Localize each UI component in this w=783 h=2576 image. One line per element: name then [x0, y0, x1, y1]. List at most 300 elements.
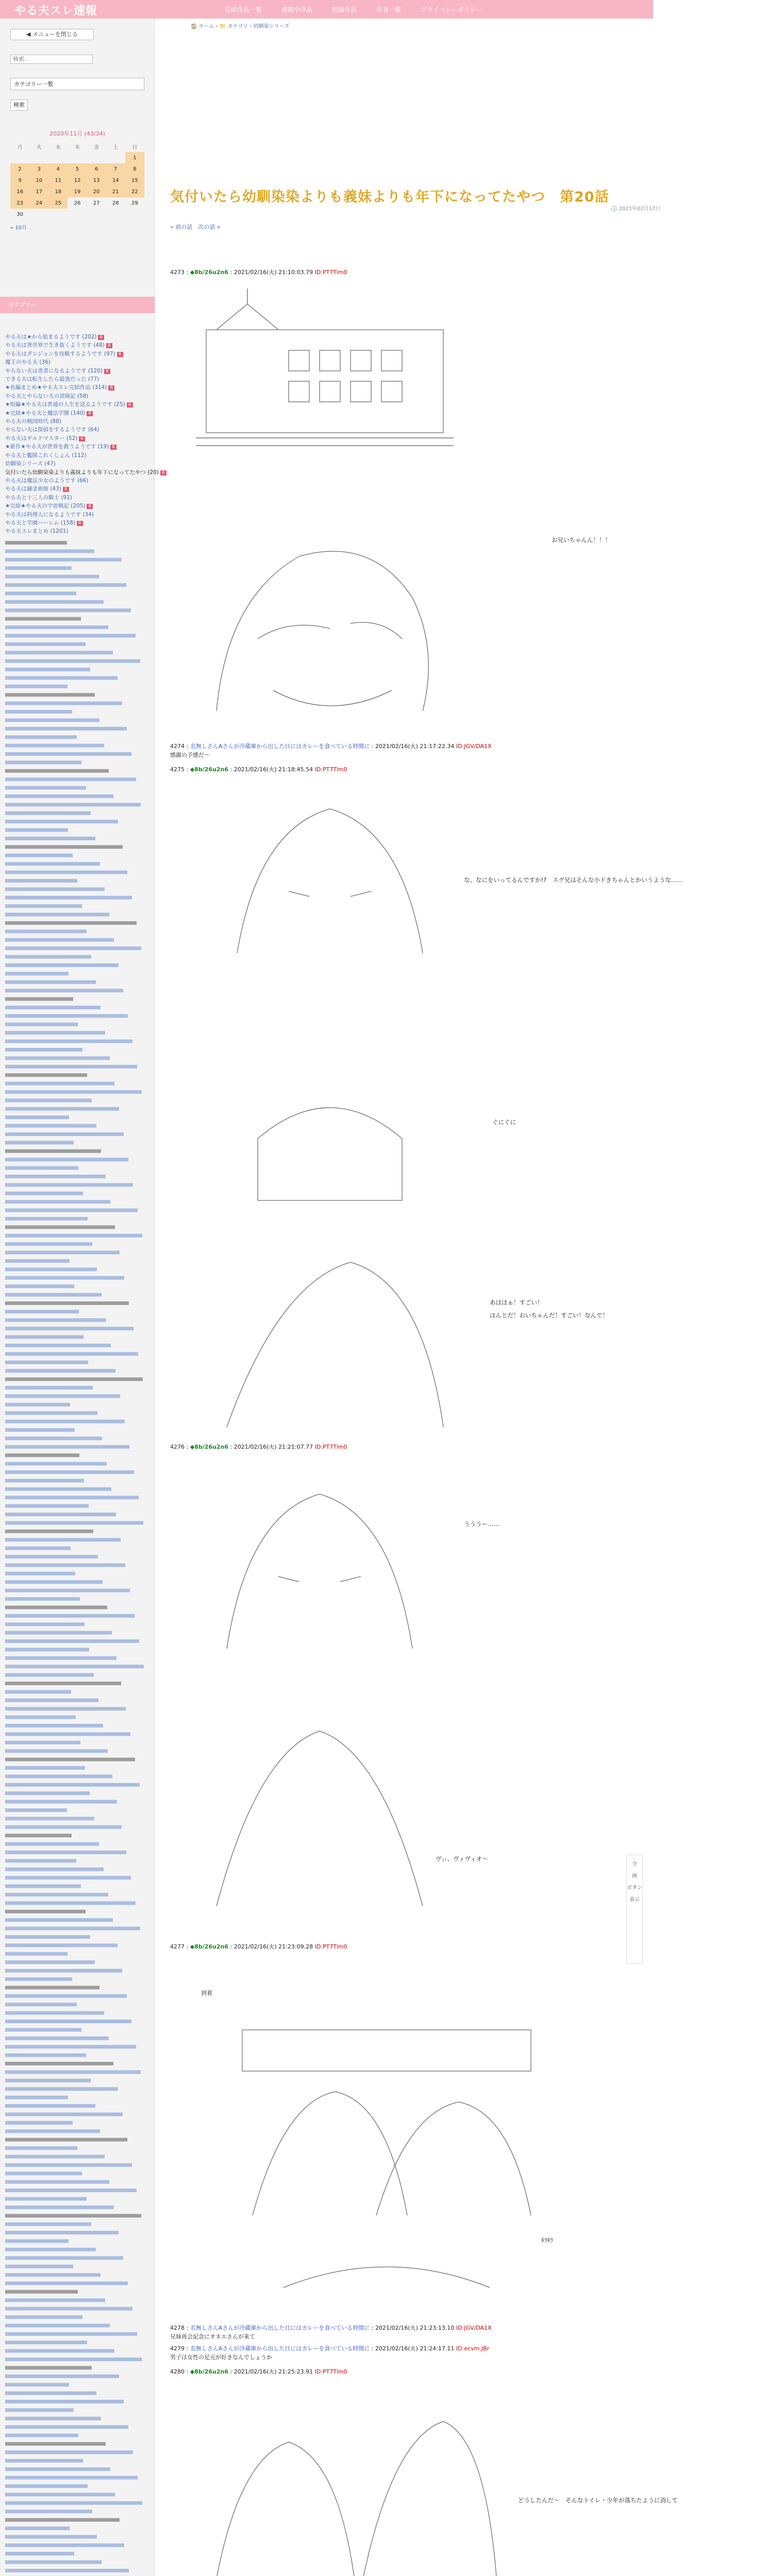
calendar-table — [10, 141, 144, 220]
widget-label: 全 — [632, 1861, 637, 1867]
post-number[interactable]: 4279 — [170, 2345, 185, 2352]
rss-icon[interactable]: R — [104, 369, 110, 374]
category-line — [5, 2037, 109, 2040]
category-line — [5, 2256, 123, 2260]
category-item[interactable] — [5, 468, 165, 477]
category-line — [5, 2045, 136, 2048]
category-line — [5, 1774, 112, 1778]
post-header: 4277 : ◆8b/26u2n6 : 2021/02/16(火) 21:23:09.28 ID:PT7Tim0 — [170, 1943, 347, 1950]
category-line — [5, 769, 109, 773]
category-line — [5, 2248, 96, 2251]
category-line — [5, 2383, 69, 2386]
category-line — [5, 913, 109, 917]
category-line — [5, 1192, 83, 1195]
post-number[interactable]: 4274 — [170, 743, 185, 750]
category-line — [5, 625, 108, 629]
weekday: 土 — [113, 144, 119, 150]
rss-icon[interactable]: R — [117, 352, 123, 357]
category-line — [5, 1234, 142, 1238]
category-item[interactable] — [5, 350, 152, 358]
ascii-art-girl-2 — [196, 788, 464, 1437]
category-line — [5, 1453, 79, 1457]
category-line — [5, 685, 68, 688]
category-line — [5, 1242, 92, 1246]
category-item[interactable] — [5, 477, 152, 485]
category-line — [5, 1141, 74, 1144]
category-line — [5, 1876, 131, 1879]
nav-link-authors[interactable]: 作者一覧 — [376, 6, 402, 13]
category-line — [5, 1859, 76, 1862]
category-line — [5, 1952, 68, 1956]
site-title[interactable]: やる夫スレ速報 — [14, 5, 98, 18]
category-line — [5, 1386, 93, 1389]
category-line — [5, 1673, 94, 1677]
category-item[interactable] — [5, 494, 152, 502]
category-line — [5, 558, 122, 562]
category-line — [5, 1310, 79, 1313]
category-line — [5, 1605, 107, 1609]
category-line — [5, 2298, 105, 2302]
category-line — [5, 744, 104, 748]
category-line — [5, 1521, 143, 1524]
category-line — [5, 2366, 92, 2369]
calendar-day[interactable]: 8 — [125, 163, 144, 175]
post-id[interactable]: ID:JGV/DA1X — [456, 2325, 492, 2331]
ascii-art-building — [196, 289, 454, 459]
calendar-day — [106, 152, 125, 163]
ascii-art-girl-3 — [196, 1463, 443, 1917]
top-nav — [225, 5, 482, 14]
category-line — [5, 2290, 78, 2294]
post-body: 感謝の予感だ〜 — [170, 752, 210, 758]
category-item[interactable] — [5, 443, 152, 451]
calendar-day[interactable]: 3 — [29, 163, 48, 175]
category-line — [5, 752, 131, 756]
search-button[interactable]: 検索 — [10, 99, 28, 111]
calendar-day — [10, 152, 29, 163]
category-item[interactable] — [5, 485, 152, 493]
category-line — [5, 1555, 98, 1558]
category-item[interactable] — [5, 527, 152, 535]
category-line — [5, 2392, 96, 2395]
category-line — [5, 2408, 74, 2412]
post-date: 2021/02/16(火) 21:21:07.77 — [234, 1444, 313, 1450]
breadcrumb-sep: › — [215, 24, 218, 29]
calendar-day[interactable]: 25 — [48, 197, 68, 209]
category-line — [5, 2155, 105, 2158]
speech-bubble: ｷﾗｷﾗ — [541, 2236, 553, 2244]
calendar-title: 2020年11月 (43/34) — [49, 130, 105, 137]
category-line — [5, 1082, 114, 1086]
category-line — [5, 929, 87, 933]
calendar-day[interactable]: 24 — [29, 197, 48, 209]
calendar-day — [68, 152, 87, 163]
category-select[interactable]: カテゴリー一覧 — [10, 78, 144, 90]
calendar-day: 28 — [112, 200, 119, 206]
category-line — [5, 2332, 137, 2336]
category-line — [5, 1589, 130, 1592]
post-author: ◆8b/26u2n6 — [190, 1444, 228, 1450]
calendar-day[interactable]: 20 — [87, 186, 106, 197]
category-line — [5, 1098, 92, 1102]
category-line — [5, 1741, 80, 1744]
category-line — [5, 2096, 68, 2099]
category-line — [5, 2281, 128, 2285]
category-line — [5, 1901, 136, 1905]
calendar-day[interactable]: 2 — [10, 163, 29, 175]
calendar-day: 26 — [74, 200, 81, 206]
category-item[interactable] — [5, 409, 152, 417]
category-line — [5, 989, 123, 992]
category-line — [5, 1259, 70, 1263]
category-item[interactable] — [5, 341, 152, 349]
post-body: 男子は女性の足元が好きなんでしょうか — [170, 2354, 272, 2361]
post-number[interactable]: 4275 — [170, 766, 185, 773]
category-line — [5, 1808, 67, 1812]
weekday: 月 — [17, 144, 23, 150]
category-line — [5, 2527, 70, 2530]
category-line-group — [5, 541, 144, 2576]
calendar-day[interactable]: 10 — [29, 175, 48, 186]
category-line — [5, 1225, 115, 1229]
nav-link-short[interactable]: 短編作品 — [332, 6, 357, 13]
category-label: やる夫と十三人の騎士 (91) — [5, 494, 72, 501]
calendar-day — [68, 209, 87, 220]
category-line — [5, 820, 118, 823]
category-item[interactable] — [5, 511, 152, 519]
category-line — [5, 617, 81, 621]
category-line — [5, 1023, 78, 1026]
category-line — [5, 1056, 110, 1060]
calendar-day[interactable]: 23 — [10, 197, 29, 209]
category-line — [5, 1893, 108, 1896]
category-item[interactable] — [5, 451, 152, 460]
calendar-day — [29, 152, 48, 163]
calendar-day[interactable]: 6 — [87, 163, 106, 175]
floating-widget[interactable] — [626, 1855, 643, 1964]
calendar-day[interactable]: 18 — [48, 186, 68, 197]
post-id[interactable]: ID:PT7Tim0 — [314, 766, 347, 773]
rss-icon[interactable]: R — [87, 504, 93, 509]
post-header: 4278 : 名無しさんAさんが冷蔵庫から出した日にはカレーを食べている時間に : 2021/02/16(火) 21:23:13.10 ID:JGV/DA1X — [170, 2325, 492, 2331]
weekday: 火 — [36, 144, 42, 150]
breadcrumb-home[interactable]: 🏠 ホーム — [191, 24, 214, 29]
category-line — [5, 2273, 101, 2277]
category-line — [5, 1690, 71, 1693]
category-line — [5, 1014, 128, 1018]
category-line — [5, 2146, 77, 2150]
post-id[interactable]: ID:PT7Tim0 — [314, 1943, 347, 1950]
calendar-day[interactable]: 22 — [125, 186, 144, 197]
rss-icon[interactable]: R — [160, 470, 166, 476]
category-line — [5, 634, 136, 637]
post-id[interactable]: ID:JGV/DA1X — [456, 743, 492, 750]
calendar-day[interactable]: 15 — [125, 175, 144, 186]
post-header: 4275 : ◆8b/26u2n6 : 2021/02/16(火) 21:18:45.54 ID:PT7Tim0 — [170, 766, 347, 773]
category-item[interactable] — [5, 333, 152, 341]
weekday: 金 — [94, 144, 99, 150]
post-header: 4279 : 名無しさんAさんが冷蔵庫から出した日にはカレーを食べている時間に : 2021/02/16(火) 21:24:17.11 ID:ecvm.JBr — [170, 2345, 490, 2352]
category-line — [5, 963, 119, 967]
calendar-day: 30 — [16, 211, 23, 217]
calendar-day — [48, 152, 68, 163]
post-author: 名無しさんAさんが冷蔵庫から出した日にはカレーを食べている時間に — [190, 2345, 370, 2352]
post-id[interactable]: ID:PT7Tim0 — [314, 1444, 347, 1450]
category-line — [5, 583, 126, 587]
category-line — [5, 946, 141, 950]
category-line — [5, 2442, 106, 2446]
category-label: ★長編まとめ★やる夫スレ完結作品 (314) — [5, 384, 107, 391]
speech-bubble: ヴぃ、ヴィヴィオ〜 — [436, 1855, 488, 1862]
category-line — [5, 2450, 133, 2454]
post-id[interactable]: ID:PT7Tim0 — [314, 269, 347, 276]
breadcrumb-series[interactable]: 幼馴染シリーズ — [253, 24, 290, 29]
category-line — [5, 2011, 104, 2015]
category-line — [5, 2129, 100, 2133]
post-id[interactable]: ID:ecvm.JBr — [456, 2345, 490, 2352]
category-line — [5, 1851, 126, 1854]
rss-icon[interactable]: R — [127, 402, 133, 408]
calendar-day[interactable]: 7 — [106, 163, 125, 175]
category-line — [5, 1622, 85, 1626]
post-date: 2021/02/16(火) 21:23:13.10 — [375, 2325, 455, 2331]
category-line — [5, 2239, 69, 2243]
category-line — [5, 1960, 95, 1964]
category-line — [5, 1530, 93, 1533]
category-label: ★新作★やる夫が世界を救うようです (19) — [5, 444, 109, 450]
post-header: 4273 : ◆8b/26u2n6 : 2021/02/16(火) 21:10:03.79 ID:PT7Tim0 — [170, 269, 347, 276]
category-line — [5, 1436, 102, 1440]
speech-bubble: お兄いちゃんん！！！ — [552, 536, 611, 544]
calendar-prev-link[interactable]: « 10月 — [10, 225, 27, 231]
category-item[interactable] — [5, 375, 152, 383]
category-line — [5, 1927, 140, 1930]
category-line — [5, 1352, 138, 1355]
category-line — [5, 1572, 75, 1575]
category-item[interactable] — [5, 460, 152, 468]
rss-icon[interactable]: R — [77, 521, 83, 526]
search-input[interactable] — [10, 55, 93, 64]
category-line — [5, 1209, 138, 1212]
category-line — [5, 1656, 116, 1660]
category-line — [5, 997, 73, 1001]
category-line — [5, 710, 72, 714]
rss-icon[interactable]: R — [110, 445, 116, 450]
category-line — [5, 1580, 103, 1584]
category-line — [5, 608, 131, 612]
category-line — [5, 642, 86, 646]
post-date: 2021/02/16(火) 21:25:23.91 — [234, 2368, 313, 2375]
calendar-day[interactable]: 13 — [87, 175, 106, 186]
calendar-day[interactable]: 9 — [10, 175, 29, 186]
calendar-day[interactable]: 1 — [125, 152, 144, 163]
category-line — [5, 659, 140, 663]
episode-nav[interactable]: « 前の話 次の話 » — [170, 224, 221, 230]
calendar-day[interactable]: 19 — [68, 186, 87, 197]
category-label: やる夫と学園ハーレム (158) — [5, 519, 75, 526]
category-line — [5, 1267, 97, 1271]
category-line — [5, 1969, 122, 1973]
category-line — [5, 1994, 127, 1998]
calendar-day[interactable]: 21 — [106, 186, 125, 197]
category-item[interactable] — [5, 434, 152, 443]
category-line — [5, 879, 77, 883]
calendar-day — [29, 209, 48, 220]
category-line — [5, 651, 113, 654]
building-lines — [196, 289, 454, 446]
category-line — [5, 1935, 90, 1939]
close-menu-button[interactable]: ◀ メニューを閉じる — [10, 29, 94, 40]
post-id[interactable]: ID:PT7Tim0 — [314, 2368, 347, 2375]
category-line — [5, 2434, 78, 2437]
category-line — [5, 1369, 115, 1372]
category-line — [5, 1378, 143, 1381]
category-line — [5, 955, 91, 959]
category-line — [5, 1445, 129, 1449]
category-label: ★完結★やる夫と魔法学園 (140) — [5, 410, 86, 416]
rss-icon[interactable]: R — [98, 335, 104, 340]
post-number[interactable]: 4280 — [170, 2368, 185, 2375]
category-line — [5, 1639, 139, 1643]
nav-link-privacy[interactable]: プライバシーポリシー — [421, 6, 482, 13]
category-line — [5, 1547, 71, 1550]
category-label: やる夫は異世界で生き抜くようです (48) — [5, 342, 105, 349]
category-line — [5, 972, 69, 975]
calendar-day[interactable]: 4 — [48, 163, 68, 175]
category-line — [5, 2544, 124, 2547]
category-line — [5, 2349, 114, 2353]
category-line — [5, 727, 127, 731]
category-line — [5, 1318, 106, 1322]
post-author: ◆8b/26u2n6 — [190, 2368, 228, 2375]
category-item[interactable] — [5, 519, 152, 527]
category-line — [5, 2552, 74, 2555]
nav-link-completed[interactable]: 完結作品一覧 — [225, 6, 262, 13]
ascii-art-group — [222, 1999, 552, 2303]
category-line — [5, 600, 104, 604]
category-line — [5, 676, 118, 680]
category-item[interactable] — [5, 367, 152, 375]
category-line — [5, 1394, 120, 1398]
calendar-day[interactable]: 11 — [48, 175, 68, 186]
post-author: 名無しさんAさんが冷蔵庫から出した日にはカレーを食べている時間に — [190, 2325, 370, 2331]
category-item[interactable] — [5, 502, 152, 510]
category-item[interactable] — [5, 358, 152, 366]
category-line — [5, 1251, 120, 1255]
widget-label: 画 — [632, 1873, 637, 1879]
category-label: やる夫とやらない夫の冒険記 (58) — [5, 393, 89, 399]
category-line — [5, 2341, 87, 2344]
category-line — [5, 1699, 98, 1702]
category-line — [5, 1115, 69, 1119]
category-line — [5, 2501, 142, 2505]
category-line — [5, 2324, 110, 2327]
category-label: やる夫は料理人になるようです (34) — [5, 511, 94, 518]
category-line — [5, 1791, 90, 1795]
category-line — [5, 786, 86, 790]
rss-icon[interactable]: R — [106, 343, 112, 348]
post-number[interactable]: 4273 — [170, 269, 185, 276]
category-line — [5, 2138, 127, 2142]
calendar-day[interactable]: 14 — [106, 175, 125, 186]
calendar-day[interactable]: 12 — [68, 175, 87, 186]
category-line — [5, 2459, 83, 2463]
breadcrumb-category[interactable]: 📁 カテゴリ — [220, 24, 248, 29]
category-item[interactable] — [5, 417, 152, 426]
calendar-day: 29 — [131, 200, 138, 206]
category-line — [5, 1918, 113, 1922]
post-date: 2021/02/16(火) 21:18:45.54 — [234, 766, 313, 773]
category-label: やる夫はギルドマスター (52) — [5, 435, 78, 442]
rss-icon[interactable]: R — [87, 411, 93, 416]
speech-bubble: どうしたんだ～ そんなトイレ・少年が落ちたように消して — [518, 2497, 678, 2504]
category-line — [5, 1800, 117, 1804]
category-line — [5, 2315, 82, 2319]
post-author: ◆8b/26u2n6 — [190, 1943, 228, 1950]
category-line — [5, 1479, 84, 1482]
category-line — [5, 1665, 144, 1668]
category-line — [5, 2197, 87, 2200]
category-item[interactable] — [5, 392, 152, 400]
calendar-day[interactable]: 16 — [10, 186, 29, 197]
post-number[interactable]: 4277 — [170, 1943, 185, 1950]
category-line — [5, 1648, 89, 1651]
category-line — [5, 1758, 135, 1761]
category-line — [5, 2206, 114, 2209]
category-line — [5, 2223, 91, 2226]
post-number[interactable]: 4278 — [170, 2325, 185, 2331]
category-line — [5, 1504, 89, 1508]
calendar-day[interactable]: 17 — [29, 186, 48, 197]
category-line — [5, 1749, 108, 1753]
category-line — [5, 2425, 128, 2429]
calendar-day[interactable]: 5 — [68, 163, 87, 175]
category-line — [5, 1428, 75, 1432]
category-line — [5, 1411, 97, 1415]
rss-icon[interactable]: R — [79, 436, 85, 442]
category-label: 幼馴染シリーズ (47) — [5, 461, 56, 467]
category-line — [5, 1048, 82, 1052]
weekday: 水 — [55, 144, 61, 150]
category-line — [5, 871, 127, 874]
post-header: 4276 : ◆8b/26u2n6 : 2021/02/16(火) 21:21:07.77 ID:PT7Tim0 — [170, 1444, 347, 1450]
category-line — [5, 1732, 130, 1736]
category-item[interactable] — [5, 400, 152, 409]
article-date: 🕒 2021年02月17日 — [611, 206, 661, 212]
category-line — [5, 2231, 119, 2234]
category-line — [5, 2163, 132, 2167]
category-line — [5, 2020, 131, 2023]
speech-bubble: な、なにをいってるんですか!? スグ兄はそんな小ドきちゃんとかいうような…… — [464, 876, 683, 884]
category-line — [5, 1276, 124, 1280]
rss-icon[interactable]: R — [108, 385, 114, 391]
category-line — [5, 1868, 104, 1871]
category-line — [5, 2070, 141, 2074]
category-line — [5, 2417, 101, 2420]
nav-link-ongoing[interactable]: 連載中作品 — [281, 6, 313, 13]
category-list-extended — [5, 539, 152, 2576]
rss-icon[interactable]: R — [63, 487, 69, 492]
category-item[interactable] — [5, 383, 152, 392]
category-item[interactable] — [5, 426, 152, 434]
category-line — [5, 828, 68, 832]
post-number[interactable]: 4276 — [170, 1444, 185, 1450]
breadcrumb-sep: › — [249, 24, 252, 29]
category-line — [5, 2214, 141, 2217]
category-line — [5, 1470, 134, 1474]
category-line — [5, 1006, 101, 1009]
category-list-lines — [5, 539, 152, 2576]
